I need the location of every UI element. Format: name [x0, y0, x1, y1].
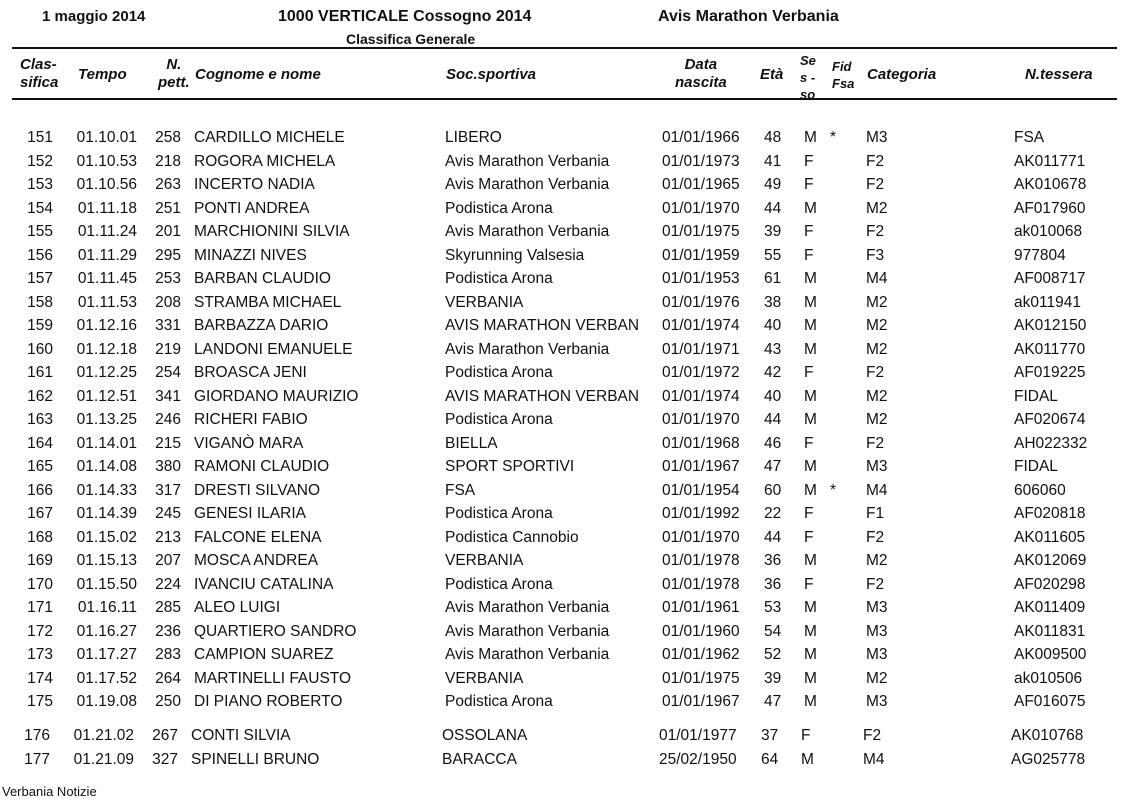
cell-club: Podistica Arona: [445, 505, 553, 522]
cell-sex: F: [804, 528, 814, 546]
cell-rank: 167: [27, 505, 53, 522]
cell-rank: 157: [27, 270, 53, 287]
cell-age: 44: [764, 411, 782, 428]
cell-time: 01.21.02: [73, 727, 134, 744]
cell-card: AG025778: [1011, 750, 1086, 768]
cell-card: FIDAL: [1014, 387, 1058, 405]
cell-bib: 208: [155, 293, 181, 311]
col-header-club: Soc.sportiva: [446, 66, 537, 83]
cell-age: 61: [764, 270, 782, 287]
cell-sex: M: [801, 750, 814, 768]
cell-club: VERBANIA: [445, 552, 524, 569]
cell-sex: M: [804, 340, 817, 358]
cell-rank: 170: [27, 575, 53, 593]
cell-name: MOSCA ANDREA: [194, 552, 319, 569]
cell-category: F2: [863, 727, 882, 744]
cell-age: 53: [764, 599, 782, 616]
cell-rank: 173: [27, 646, 53, 663]
cell-club: Avis Marathon Verbania: [445, 646, 610, 663]
cell-category: M4: [866, 481, 888, 499]
cell-time: 01.12.51: [76, 387, 137, 405]
cell-sex: M: [804, 129, 817, 146]
cell-age: 55: [764, 246, 782, 264]
cell-club: VERBANIA: [445, 293, 524, 311]
cell-time: 01.14.33: [76, 481, 137, 499]
cell-name: BARBAZZA DARIO: [194, 317, 329, 334]
cell-club: Avis Marathon Verbania: [445, 622, 610, 640]
cell-time: 01.12.16: [76, 317, 137, 334]
cell-name: CARDILLO MICHELE: [194, 129, 345, 146]
cell-rank: 158: [27, 293, 53, 311]
cell-age: 41: [764, 152, 782, 170]
cell-birth: 01/01/1974: [662, 387, 740, 405]
cell-time: 01.14.08: [76, 458, 137, 475]
cell-sex: M: [804, 199, 817, 217]
header-rule-top: [12, 47, 1117, 49]
cell-time: 01.10.53: [76, 152, 137, 170]
ranking-subtitle: Classifica Generale: [346, 31, 476, 47]
cell-card: AK011770: [1014, 340, 1086, 358]
cell-category: M3: [866, 458, 888, 475]
cell-card: AK009500: [1014, 646, 1087, 663]
cell-category: M2: [866, 340, 888, 358]
cell-age: 60: [764, 481, 782, 499]
cell-rank: 171: [27, 599, 53, 616]
cell-rank: 156: [27, 246, 53, 264]
cell-club: Avis Marathon Verbania: [445, 223, 610, 240]
cell-name: VIGANÒ MARA: [194, 434, 304, 452]
col-header-age: Età: [760, 66, 784, 83]
cell-club: Skyrunning Valsesia: [445, 246, 585, 264]
cell-time: 01.12.25: [76, 364, 137, 381]
cell-age: 39: [764, 223, 782, 240]
cell-category: F2: [866, 575, 885, 593]
cell-birth: 01/01/1977: [659, 727, 737, 744]
cell-club: AVIS MARATHON VERBAN: [445, 317, 640, 334]
cell-sex: M: [804, 411, 817, 428]
cell-name: CAMPION SUAREZ: [194, 646, 334, 663]
cell-bib: 327: [152, 750, 178, 768]
cell-category: M2: [866, 552, 888, 569]
cell-club: Podistica Arona: [445, 411, 553, 428]
cell-age: 47: [764, 693, 782, 710]
cell-bib: 331: [155, 317, 181, 334]
cell-birth: 01/01/1974: [662, 317, 740, 334]
cell-name: PONTI ANDREA: [194, 199, 310, 217]
cell-sex: M: [804, 293, 817, 311]
cell-category: M2: [866, 411, 888, 428]
cell-name: FALCONE ELENA: [194, 528, 322, 546]
cell-sex: M: [804, 669, 817, 687]
cell-category: M3: [866, 622, 888, 640]
cell-birth: 01/01/1962: [662, 646, 740, 663]
cell-card: AK010768: [1011, 727, 1084, 744]
cell-birth: 01/01/1970: [662, 199, 740, 217]
col-header-time: Tempo: [78, 66, 127, 83]
cell-birth: 01/01/1976: [662, 293, 740, 311]
col-header-bib: N. pett.: [158, 56, 190, 91]
cell-club: Avis Marathon Verbania: [445, 176, 610, 193]
cell-age: 40: [764, 387, 782, 405]
cell-rank: 176: [24, 727, 50, 744]
cell-bib: 283: [155, 646, 181, 663]
cell-category: M2: [866, 293, 888, 311]
cell-rank: 175: [27, 693, 53, 710]
cell-time: 01.13.25: [76, 411, 137, 428]
header-rule-bottom: [12, 98, 1117, 100]
cell-name: CONTI SILVIA: [191, 727, 291, 744]
cell-category: M3: [866, 129, 888, 146]
cell-card: AF008717: [1014, 270, 1086, 287]
race-title: 1000 VERTICALE Cossogno 2014: [278, 8, 532, 25]
cell-category: M2: [866, 387, 888, 405]
cell-bib: 285: [155, 599, 181, 616]
cell-time: 01.11.29: [77, 246, 137, 264]
cell-name: ALEO LUIGI: [194, 599, 281, 616]
col-header-category: Categoria: [867, 66, 937, 83]
cell-sex: M: [804, 693, 817, 710]
cell-name: RAMONI CLAUDIO: [194, 458, 330, 475]
cell-age: 47: [764, 458, 782, 475]
cell-birth: 01/01/1953: [662, 270, 740, 287]
cell-rank: 164: [27, 434, 53, 452]
cell-category: M3: [866, 599, 888, 616]
cell-sex: M: [804, 599, 817, 616]
cell-sex: F: [804, 246, 814, 264]
cell-card: AK011771: [1014, 152, 1086, 170]
cell-rank: 174: [27, 669, 53, 687]
cell-club: FSA: [445, 481, 476, 499]
cell-time: 01.14.01: [76, 434, 137, 452]
cell-card: AH022332: [1014, 434, 1088, 452]
cell-club: SPORT SPORTIVI: [445, 458, 575, 475]
cell-bib: 250: [155, 693, 181, 710]
cell-rank: 162: [27, 387, 53, 405]
cell-rank: 154: [27, 199, 53, 217]
cell-card: AK011605: [1014, 528, 1086, 546]
cell-sex: M: [804, 622, 817, 640]
col-header-card: N.tessera: [1025, 66, 1093, 83]
cell-bib: 207: [155, 552, 181, 569]
cell-club: BIELLA: [445, 434, 498, 452]
cell-name: GIORDANO MAURIZIO: [194, 387, 359, 405]
cell-club: Podistica Arona: [445, 364, 553, 381]
cell-birth: 01/01/1992: [662, 505, 740, 522]
cell-name: SPINELLI BRUNO: [191, 750, 320, 768]
cell-category: M2: [866, 317, 888, 334]
cell-name: QUARTIERO SANDRO: [194, 622, 357, 640]
cell-bib: 258: [155, 129, 181, 146]
cell-time: 01.11.45: [77, 270, 137, 287]
cell-category: F3: [866, 246, 885, 264]
organizer: Avis Marathon Verbania: [658, 8, 839, 25]
cell-sex: M: [804, 458, 817, 475]
cell-club: VERBANIA: [445, 669, 524, 687]
cell-name: INCERTO NADIA: [194, 176, 315, 193]
col-header-rank: Clas- sifica: [20, 56, 59, 91]
cell-card: AF020298: [1014, 575, 1086, 593]
col-header-fid: Fid Fsa: [832, 59, 855, 91]
cell-age: 39: [764, 669, 782, 687]
cell-category: F2: [866, 528, 885, 546]
cell-card: 606060: [1014, 481, 1066, 499]
cell-sex: F: [801, 727, 811, 744]
cell-bib: 341: [155, 387, 181, 405]
cell-bib: 380: [155, 458, 181, 475]
cell-name: DRESTI SILVANO: [194, 481, 321, 499]
cell-category: F2: [866, 434, 885, 452]
cell-card: FIDAL: [1014, 458, 1058, 475]
cell-age: 52: [764, 646, 782, 663]
cell-bib: 213: [155, 528, 181, 546]
cell-time: 01.15.13: [76, 552, 137, 569]
cell-bib: 251: [155, 199, 181, 217]
col-header-sex: Se s - so: [800, 53, 816, 98]
cell-club: LIBERO: [445, 129, 502, 146]
cell-age: 36: [764, 552, 782, 569]
cell-card: AK012150: [1014, 317, 1087, 334]
cell-birth: 01/01/1970: [662, 528, 740, 546]
cell-category: M3: [866, 646, 888, 663]
cell-rank: 152: [27, 152, 53, 170]
cell-name: DI PIANO ROBERTO: [194, 693, 343, 710]
cell-birth: 01/01/1978: [662, 575, 740, 593]
cell-birth: 01/01/1959: [662, 246, 740, 264]
cell-time: 01.11.24: [77, 223, 137, 240]
cell-card: AF017960: [1014, 199, 1086, 217]
cell-birth: 01/01/1975: [662, 223, 740, 240]
cell-time: 01.11.18: [77, 199, 137, 217]
cell-card: ak010068: [1014, 223, 1083, 240]
cell-bib: 215: [155, 434, 181, 452]
cell-time: 01.17.27: [76, 646, 137, 663]
cell-name: IVANCIU CATALINA: [194, 575, 334, 593]
cell-fid: *: [830, 481, 837, 499]
cell-birth: 01/01/1972: [662, 364, 740, 381]
cell-time: 01.14.39: [76, 505, 137, 522]
race-date: 1 maggio 2014: [42, 8, 146, 25]
cell-birth: 01/01/1967: [662, 693, 740, 710]
cell-rank: 169: [27, 552, 53, 569]
cell-time: 01.16.11: [77, 599, 137, 616]
cell-sex: F: [804, 152, 814, 170]
cell-club: BARACCA: [442, 750, 517, 768]
cell-sex: M: [804, 317, 817, 334]
cell-name: LANDONI EMANUELE: [194, 340, 353, 358]
cell-card: AF019225: [1014, 364, 1086, 381]
cell-sex: M: [804, 270, 817, 287]
col-header-name: Cognome e nome: [195, 66, 321, 83]
cell-sex: F: [804, 505, 814, 522]
cell-club: AVIS MARATHON VERBAN: [445, 387, 640, 405]
cell-age: 49: [764, 176, 782, 193]
cell-birth: 01/01/1978: [662, 552, 740, 569]
cell-time: 01.10.01: [76, 129, 137, 146]
cell-sex: F: [804, 223, 814, 240]
cell-rank: 151: [27, 129, 53, 146]
cell-sex: F: [804, 575, 814, 593]
cell-rank: 161: [27, 364, 53, 381]
cell-age: 43: [764, 340, 782, 358]
cell-category: M2: [866, 669, 888, 687]
cell-category: F2: [866, 152, 885, 170]
cell-rank: 159: [27, 317, 53, 334]
cell-birth: 01/01/1971: [662, 340, 740, 358]
cell-birth: 01/01/1961: [662, 599, 740, 616]
cell-club: Avis Marathon Verbania: [445, 340, 610, 358]
cell-rank: 155: [27, 223, 53, 240]
footer-source: Verbania Notizie: [2, 784, 97, 799]
cell-name: RICHERI FABIO: [194, 411, 308, 428]
cell-bib: 236: [155, 622, 181, 640]
cell-age: 37: [761, 727, 779, 744]
cell-birth: 01/01/1960: [662, 622, 740, 640]
cell-bib: 246: [155, 411, 181, 428]
cell-card: AK011831: [1014, 622, 1086, 640]
cell-bib: 224: [155, 575, 181, 593]
cell-category: M2: [866, 199, 888, 217]
cell-club: OSSOLANA: [442, 727, 528, 744]
cell-bib: 201: [155, 223, 181, 240]
cell-name: MINAZZI NIVES: [194, 246, 307, 264]
cell-bib: 264: [155, 669, 181, 687]
cell-time: 01.19.08: [76, 693, 137, 710]
cell-category: F1: [866, 505, 885, 522]
cell-name: BARBAN CLAUDIO: [194, 270, 331, 287]
cell-rank: 172: [27, 622, 53, 640]
cell-club: Avis Marathon Verbania: [445, 152, 610, 170]
cell-birth: 01/01/1966: [662, 129, 740, 146]
cell-bib: 317: [155, 481, 181, 499]
cell-bib: 245: [155, 505, 181, 522]
cell-card: FSA: [1014, 129, 1045, 146]
cell-age: 54: [764, 622, 782, 640]
cell-sex: M: [804, 481, 817, 499]
cell-card: AK010678: [1014, 176, 1087, 193]
cell-rank: 160: [27, 340, 53, 358]
cell-time: 01.12.18: [76, 340, 137, 358]
cell-age: 44: [764, 199, 782, 217]
cell-card: AF020818: [1014, 505, 1086, 522]
cell-name: GENESI ILARIA: [194, 505, 306, 522]
cell-rank: 163: [27, 411, 53, 428]
cell-time: 01.21.09: [73, 750, 134, 768]
cell-bib: 219: [155, 340, 181, 358]
cell-birth: 01/01/1968: [662, 434, 740, 452]
cell-age: 46: [764, 434, 782, 452]
cell-card: AK011409: [1014, 599, 1086, 616]
cell-sex: M: [804, 552, 817, 569]
cell-rank: 168: [27, 528, 53, 546]
cell-club: Podistica Arona: [445, 199, 553, 217]
cell-club: Podistica Arona: [445, 575, 553, 593]
cell-category: F2: [866, 364, 885, 381]
cell-category: M4: [863, 750, 885, 768]
cell-card: AK012069: [1014, 552, 1087, 569]
cell-bib: 295: [155, 246, 181, 264]
cell-card: AF020674: [1014, 411, 1086, 428]
cell-age: 40: [764, 317, 782, 334]
cell-birth: 25/02/1950: [659, 750, 737, 768]
cell-name: MARCHIONINI SILVIA: [194, 223, 350, 240]
cell-card: ak011941: [1014, 293, 1081, 311]
cell-bib: 267: [152, 727, 178, 744]
cell-sex: F: [804, 364, 814, 381]
cell-sex: F: [804, 434, 814, 452]
cell-rank: 177: [24, 750, 50, 768]
cell-bib: 218: [155, 152, 181, 170]
cell-rank: 153: [27, 176, 53, 193]
cell-rank: 165: [27, 458, 53, 475]
cell-time: 01.15.50: [76, 575, 137, 593]
cell-name: BROASCA JENI: [194, 364, 307, 381]
cell-sex: M: [804, 387, 817, 405]
cell-time: 01.10.56: [76, 176, 137, 193]
cell-name: STRAMBA MICHAEL: [194, 293, 342, 311]
cell-bib: 253: [155, 270, 181, 287]
cell-age: 22: [764, 505, 782, 522]
cell-age: 44: [764, 528, 782, 546]
cell-club: Podistica Arona: [445, 270, 553, 287]
cell-birth: 01/01/1970: [662, 411, 740, 428]
cell-time: 01.11.53: [77, 293, 137, 311]
cell-rank: 166: [27, 481, 53, 499]
cell-bib: 254: [155, 364, 181, 381]
cell-card: 977804: [1014, 246, 1066, 264]
cell-card: ak010506: [1014, 669, 1083, 687]
cell-sex: M: [804, 646, 817, 663]
cell-club: Avis Marathon Verbania: [445, 599, 610, 616]
cell-birth: 01/01/1967: [662, 458, 740, 475]
cell-birth: 01/01/1975: [662, 669, 740, 687]
cell-club: Podistica Arona: [445, 693, 553, 710]
cell-time: 01.17.52: [76, 669, 137, 687]
cell-bib: 263: [155, 176, 181, 193]
col-header-birth: Data nascita: [675, 56, 727, 91]
cell-sex: F: [804, 176, 814, 193]
cell-category: F2: [866, 176, 885, 193]
cell-birth: 01/01/1973: [662, 152, 740, 170]
cell-category: M4: [866, 270, 888, 287]
cell-age: 36: [764, 575, 782, 593]
cell-fid: *: [830, 129, 837, 146]
cell-age: 42: [764, 364, 782, 381]
cell-birth: 01/01/1965: [662, 176, 740, 193]
cell-age: 64: [761, 750, 779, 768]
cell-category: F2: [866, 223, 885, 240]
cell-time: 01.16.27: [76, 622, 137, 640]
cell-card: AF016075: [1014, 693, 1086, 710]
cell-name: ROGORA MICHELA: [194, 152, 336, 170]
cell-birth: 01/01/1954: [662, 481, 740, 499]
cell-age: 48: [764, 129, 782, 146]
cell-time: 01.15.02: [76, 528, 137, 546]
cell-age: 38: [764, 293, 782, 311]
cell-name: MARTINELLI FAUSTO: [194, 669, 352, 687]
cell-category: M3: [866, 693, 888, 710]
cell-club: Podistica Cannobio: [445, 528, 579, 546]
